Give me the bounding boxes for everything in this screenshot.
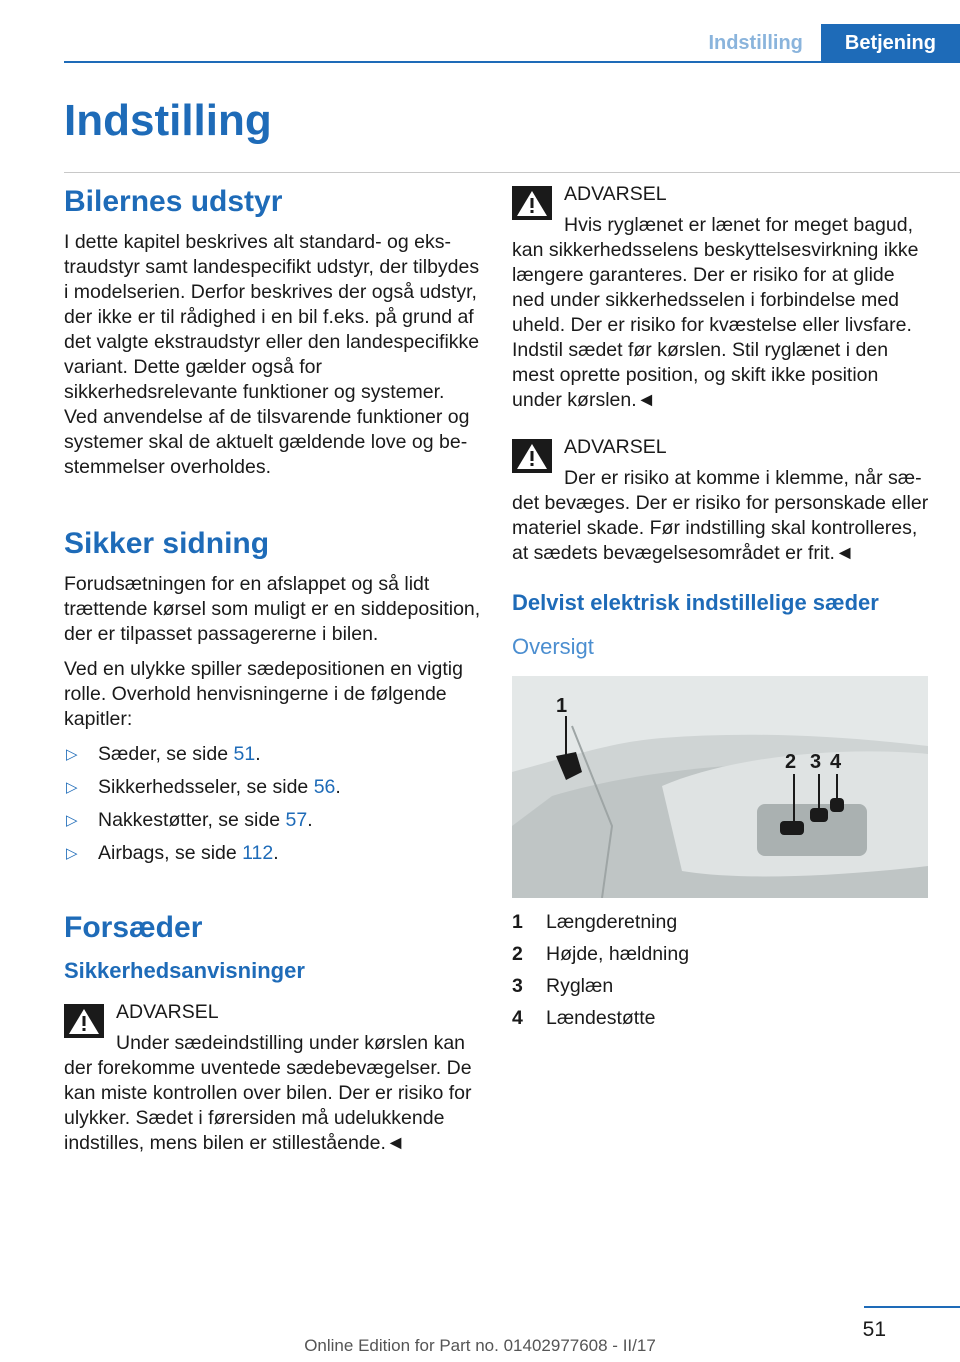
callout-3: 3: [810, 751, 822, 773]
warning-box: [64, 1000, 482, 1156]
legend-row: 3 Ryglæn: [512, 975, 614, 997]
page-number: 51: [862, 1318, 886, 1341]
warning-box: [512, 182, 930, 413]
warning-icon: [64, 1004, 104, 1038]
heading-safe-seating: Sikker sidning: [64, 527, 270, 560]
header-tabs: [690, 24, 960, 62]
figure-legend: [512, 910, 689, 1038]
triangle-bullet-icon: ▷: [66, 779, 78, 796]
warning-box: [512, 435, 930, 566]
warning-text: Der er risiko at komme i klemme, når sædet bevæges. Der er risiko for personskade eller materiel skade. Før indstilling skal kontrolleres, at sædets bevægelsesområdet er frit.◄: [512, 467, 929, 564]
header-rule: [64, 61, 960, 63]
left-column: [64, 182, 482, 1178]
list-item: ▷ Airbags, se side 112.: [66, 842, 279, 864]
legend-row: 1 Længderetning: [512, 911, 678, 933]
warning-title: ADVARSEL: [116, 1001, 219, 1023]
page-link[interactable]: 57: [285, 809, 308, 831]
heading-partial-electric: Delvist elektrisk indstillelige sæder: [512, 590, 879, 615]
safe-paragraph-2: Ved en ulykke spiller sædepositionen en vigtig rolle. Overhold henvisningerne i de følgende kapitler:: [64, 658, 463, 730]
reference-list: [64, 742, 482, 866]
safe-paragraph-1: Forudsætningen for en afslappet og så lidt trættende kørsel som muligt er en siddeposition, der er tilpasset passagererne i bilen.: [64, 573, 481, 645]
seat-controls-illustration: [512, 676, 928, 898]
page-link[interactable]: 56: [313, 776, 336, 798]
list-item: ▷ Sikkerhedsseler, se side 56.: [66, 776, 341, 798]
heading-equipment: Bilernes udstyr: [64, 185, 283, 218]
heading-front-seats: Forsæder: [64, 911, 203, 944]
page-link[interactable]: 112: [242, 842, 274, 864]
title-rule: [64, 172, 960, 173]
triangle-bullet-icon: ▷: [66, 746, 78, 763]
warning-title: ADVARSEL: [564, 436, 667, 458]
warning-icon: [512, 439, 552, 473]
callout-4: 4: [830, 751, 842, 773]
warning-title: ADVARSEL: [564, 183, 667, 205]
footer-rule: [864, 1306, 960, 1308]
tab-chapter[interactable]: Betjening: [821, 24, 960, 62]
heading-overview: Oversigt: [512, 634, 594, 659]
list-item: ▷ Nakkestøtter, se side 57.: [66, 809, 313, 831]
warning-icon: [512, 186, 552, 220]
callout-2: 2: [785, 751, 797, 773]
page-title: Indstilling: [64, 96, 272, 145]
callout-1: 1: [556, 695, 568, 717]
right-column: [512, 182, 930, 1038]
list-item: ▷ Sæder, se side 51.: [66, 743, 261, 765]
seat-controls-figure: [512, 676, 928, 898]
warning-text: Under sædeindstilling under kørslen kan der forekomme uventede sædebevægelser. De kan miste kontrollen over bilen. Der er risiko for ulykker. Sædet i førersiden må udelukkende indstilles, mens bilen er stillestående.◄: [64, 1032, 472, 1154]
triangle-bullet-icon: ▷: [66, 812, 78, 829]
triangle-bullet-icon: ▷: [66, 845, 78, 862]
tab-section[interactable]: Indstilling: [708, 32, 803, 54]
legend-row: 4 Lændestøtte: [512, 1007, 656, 1029]
heading-safety-notes: Sikkerhedsanvisninger: [64, 958, 305, 983]
page-link[interactable]: 51: [233, 743, 256, 765]
equipment-paragraph: I dette kapitel beskrives alt standard- og ekstraudstyr samt landespecifikt udstyr, der tilbydes i modelserien. Derfor beskrives der også udstyr, der ikke er til rådighed i en bil f.eks. på grund af det valgte ekstraudstyr eller den landespecifikke variant. Dette gælder også for sikkerhedsrelevante funktioner og systemer. Ved anvendelse af de tilsvarende funktioner og systemer skal de aktuelt gældende love og bestemmelser overholdes.: [64, 231, 480, 478]
edition-note: Online Edition for Part no. 01402977608 - II/17: [304, 1336, 656, 1355]
warning-text: Hvis ryglænet er lænet for meget bagud, kan sikkerhedsselens beskyttelsesvirkning ikke længere garanteres. Der er risiko for at glide ned under sikkerhedsselen i forbindelse med uheld. Der er risiko for kvæstelse eller livsfare. Indstil sædet før kørslen. Stil ryglænet i den mest oprette position, og skift ikke position under kørslen.◄: [512, 214, 919, 411]
legend-row: 2 Højde, hældning: [512, 943, 690, 965]
